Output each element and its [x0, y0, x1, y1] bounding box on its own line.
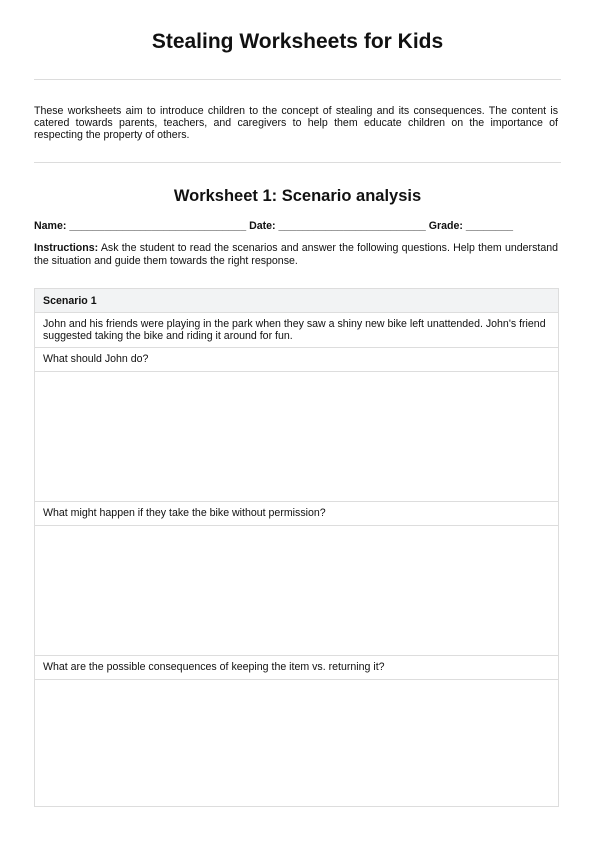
divider	[34, 79, 561, 80]
instructions-label: Instructions:	[34, 242, 99, 254]
date-label: Date:	[249, 220, 276, 232]
answer-box-1[interactable]	[35, 372, 558, 502]
question-2: What might happen if they take the bike without permission?	[35, 502, 558, 526]
scenario-text: John and his friends were playing in the park when they saw a shiny new bike left unattended. John's friend suggested taking the bike and riding it around for fun.	[35, 313, 558, 348]
student-info-fields	[34, 220, 558, 233]
question-1: What should John do?	[35, 348, 558, 372]
question-3: What are the possible consequences of keeping the item vs. returning it?	[35, 656, 558, 680]
scenario-header: Scenario 1	[35, 289, 558, 313]
intro-paragraph: These worksheets aim to introduce children to the concept of stealing and its consequences. The content is catered towards parents, teachers, and caregivers to help them educate children on the importance of respecting the property of others.	[34, 105, 558, 141]
instructions-text: Ask the student to read the scenarios and answer the following questions. Help them understand the situation and guide them towards the right response.	[34, 242, 558, 267]
worksheet-title: Worksheet 1: Scenario analysis	[173, 187, 422, 205]
scenario-table	[34, 288, 559, 807]
name-field[interactable]: ______________________________	[69, 220, 247, 232]
divider	[34, 162, 561, 163]
instructions	[34, 242, 558, 267]
name-label: Name:	[34, 220, 67, 232]
date-field[interactable]: _________________________	[278, 220, 426, 232]
grade-label: Grade:	[428, 220, 463, 232]
document-title: Stealing Worksheets for Kids	[151, 30, 444, 53]
answer-box-2[interactable]	[35, 526, 558, 656]
grade-field[interactable]: ________	[465, 220, 514, 232]
answer-box-3[interactable]	[35, 680, 558, 806]
